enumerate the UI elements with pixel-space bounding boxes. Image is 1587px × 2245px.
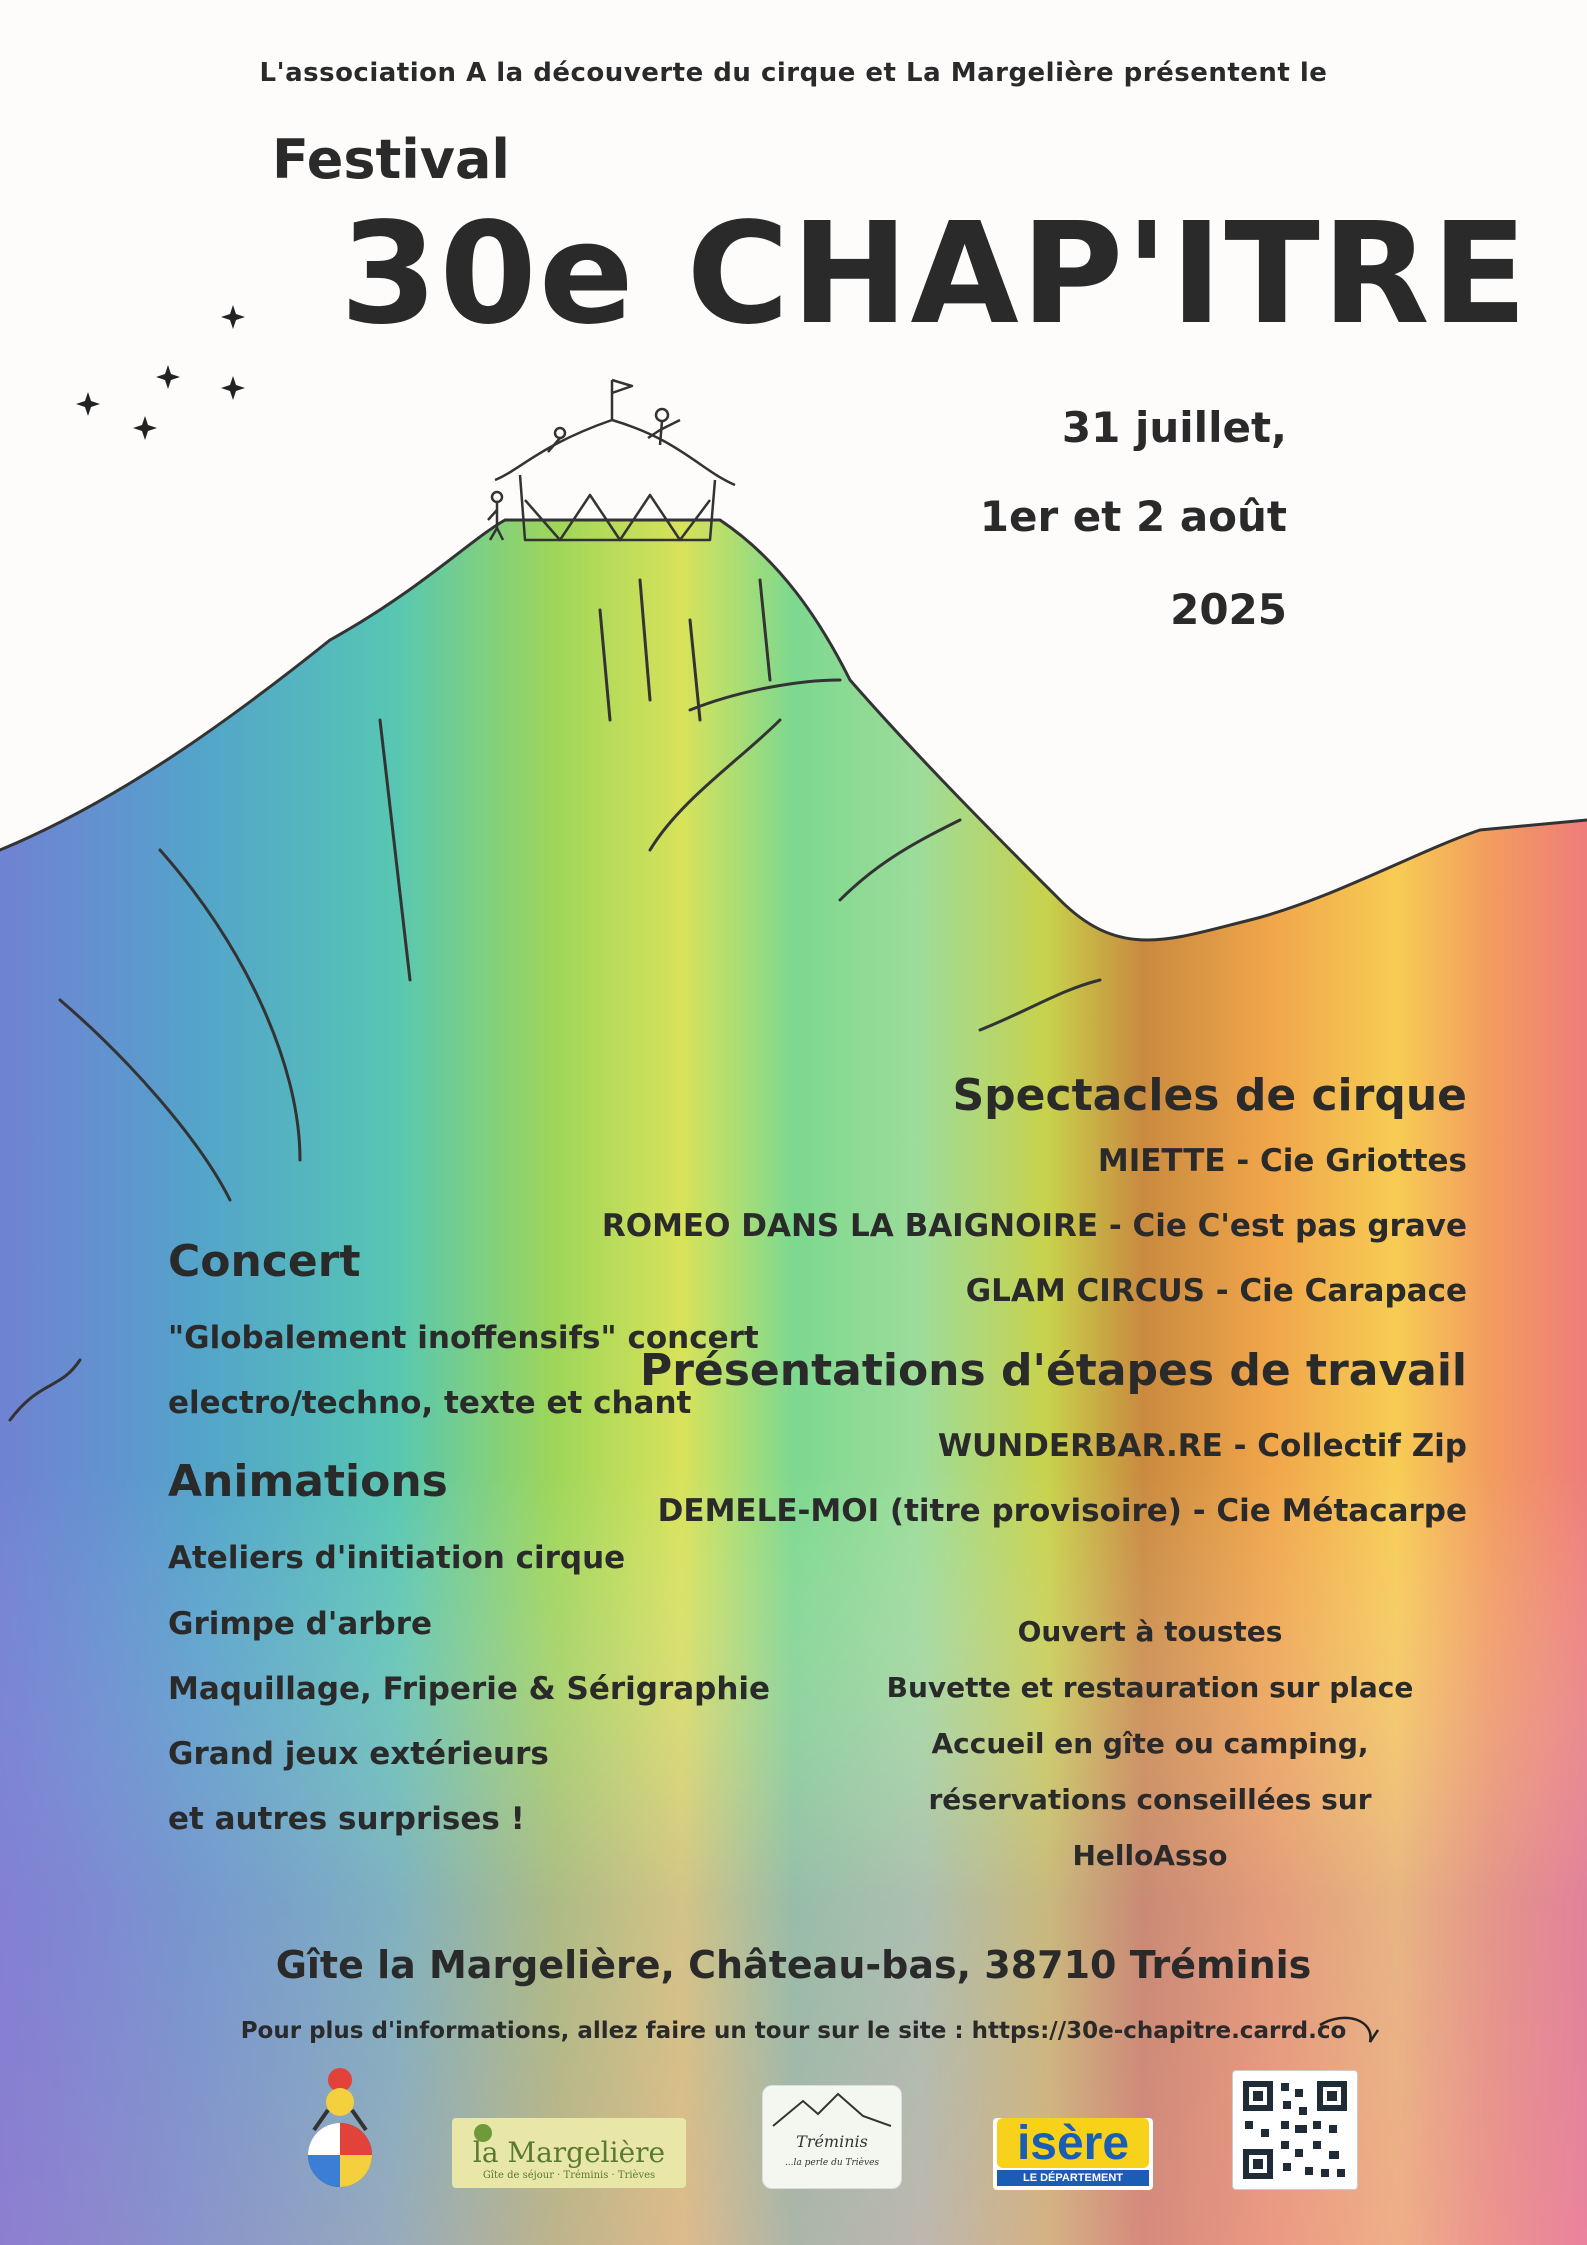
margeliere-logo bbox=[452, 2118, 686, 2188]
concert-line: "Globalement inoffensifs" concert bbox=[168, 1320, 759, 1356]
treminis-logo bbox=[762, 2085, 902, 2189]
festival-label: Festival bbox=[272, 128, 510, 191]
spectacle-item: MIETTE - Cie Griottes bbox=[1097, 1143, 1467, 1179]
concert-heading: Concert bbox=[168, 1236, 361, 1287]
animation-item: Maquillage, Friperie & Sérigraphie bbox=[168, 1671, 771, 1707]
info-line: Ouvert à toustes bbox=[1017, 1615, 1283, 1648]
qr-code-icon bbox=[1233, 2071, 1357, 2189]
animation-item: Grimpe d'arbre bbox=[168, 1606, 433, 1642]
more-info-link[interactable]: Pour plus d'informations, allez faire un tour sur le site : https://30e-chapitre.carrd.co bbox=[240, 2018, 1347, 2044]
festival-title: 30e CHAP'ITRE bbox=[340, 193, 1530, 356]
animation-item: Grand jeux extérieurs bbox=[168, 1736, 549, 1772]
isere-logo bbox=[993, 2118, 1153, 2190]
concert-line: electro/techno, texte et chant bbox=[168, 1385, 692, 1421]
treminis-logo-subtext: ...la perle du Trièves bbox=[784, 2158, 880, 2168]
presentation-item: DEMELE-MOI (titre provisoire) - Cie Métacarpe bbox=[657, 1493, 1467, 1529]
info-line: réservations conseillées sur bbox=[928, 1783, 1372, 1816]
spectacle-item: ROMEO DANS LA BAIGNOIRE - Cie C'est pas grave bbox=[601, 1208, 1467, 1244]
isere-logo-subtext: LE DÉPARTEMENT bbox=[997, 2170, 1149, 2186]
qr-code[interactable] bbox=[1232, 2070, 1358, 2190]
treminis-logo-text: Tréminis bbox=[796, 2132, 868, 2151]
animation-item: Ateliers d'initiation cirque bbox=[168, 1540, 626, 1576]
date-line-3: 2025 bbox=[1170, 585, 1287, 634]
venue-address: Gîte la Margelière, Château-bas, 38710 Tréminis bbox=[275, 1943, 1312, 1987]
presentation-item: WUNDERBAR.RE - Collectif Zip bbox=[937, 1428, 1467, 1464]
animation-item: et autres surprises ! bbox=[168, 1801, 525, 1837]
stars-decoration bbox=[76, 305, 245, 440]
animations-heading: Animations bbox=[168, 1456, 448, 1507]
cirque-association-logo bbox=[300, 2060, 380, 2190]
info-line: Buvette et restauration sur place bbox=[886, 1671, 1414, 1704]
date-line-2: 1er et 2 août bbox=[979, 492, 1287, 541]
presentations-heading: Présentations d'étapes de travail bbox=[639, 1345, 1467, 1396]
margeliere-logo-text: la Margelière bbox=[472, 2136, 666, 2169]
info-line: HelloAsso bbox=[1072, 1839, 1228, 1872]
info-line: Accueil en gîte ou camping, bbox=[931, 1727, 1369, 1760]
margeliere-logo-subtext: Gîte de séjour · Tréminis · Trièves bbox=[482, 2170, 656, 2181]
spectacle-item: GLAM CIRCUS - Cie Carapace bbox=[965, 1273, 1467, 1309]
spectacles-heading: Spectacles de cirque bbox=[952, 1070, 1467, 1121]
mountain-icon bbox=[763, 2086, 901, 2136]
date-line-1: 31 juillet, bbox=[1061, 403, 1287, 452]
isere-logo-text: isère bbox=[1016, 2117, 1130, 2170]
intro-line: L'association A la découverte du cirque et La Margelière présentent le bbox=[259, 58, 1328, 88]
